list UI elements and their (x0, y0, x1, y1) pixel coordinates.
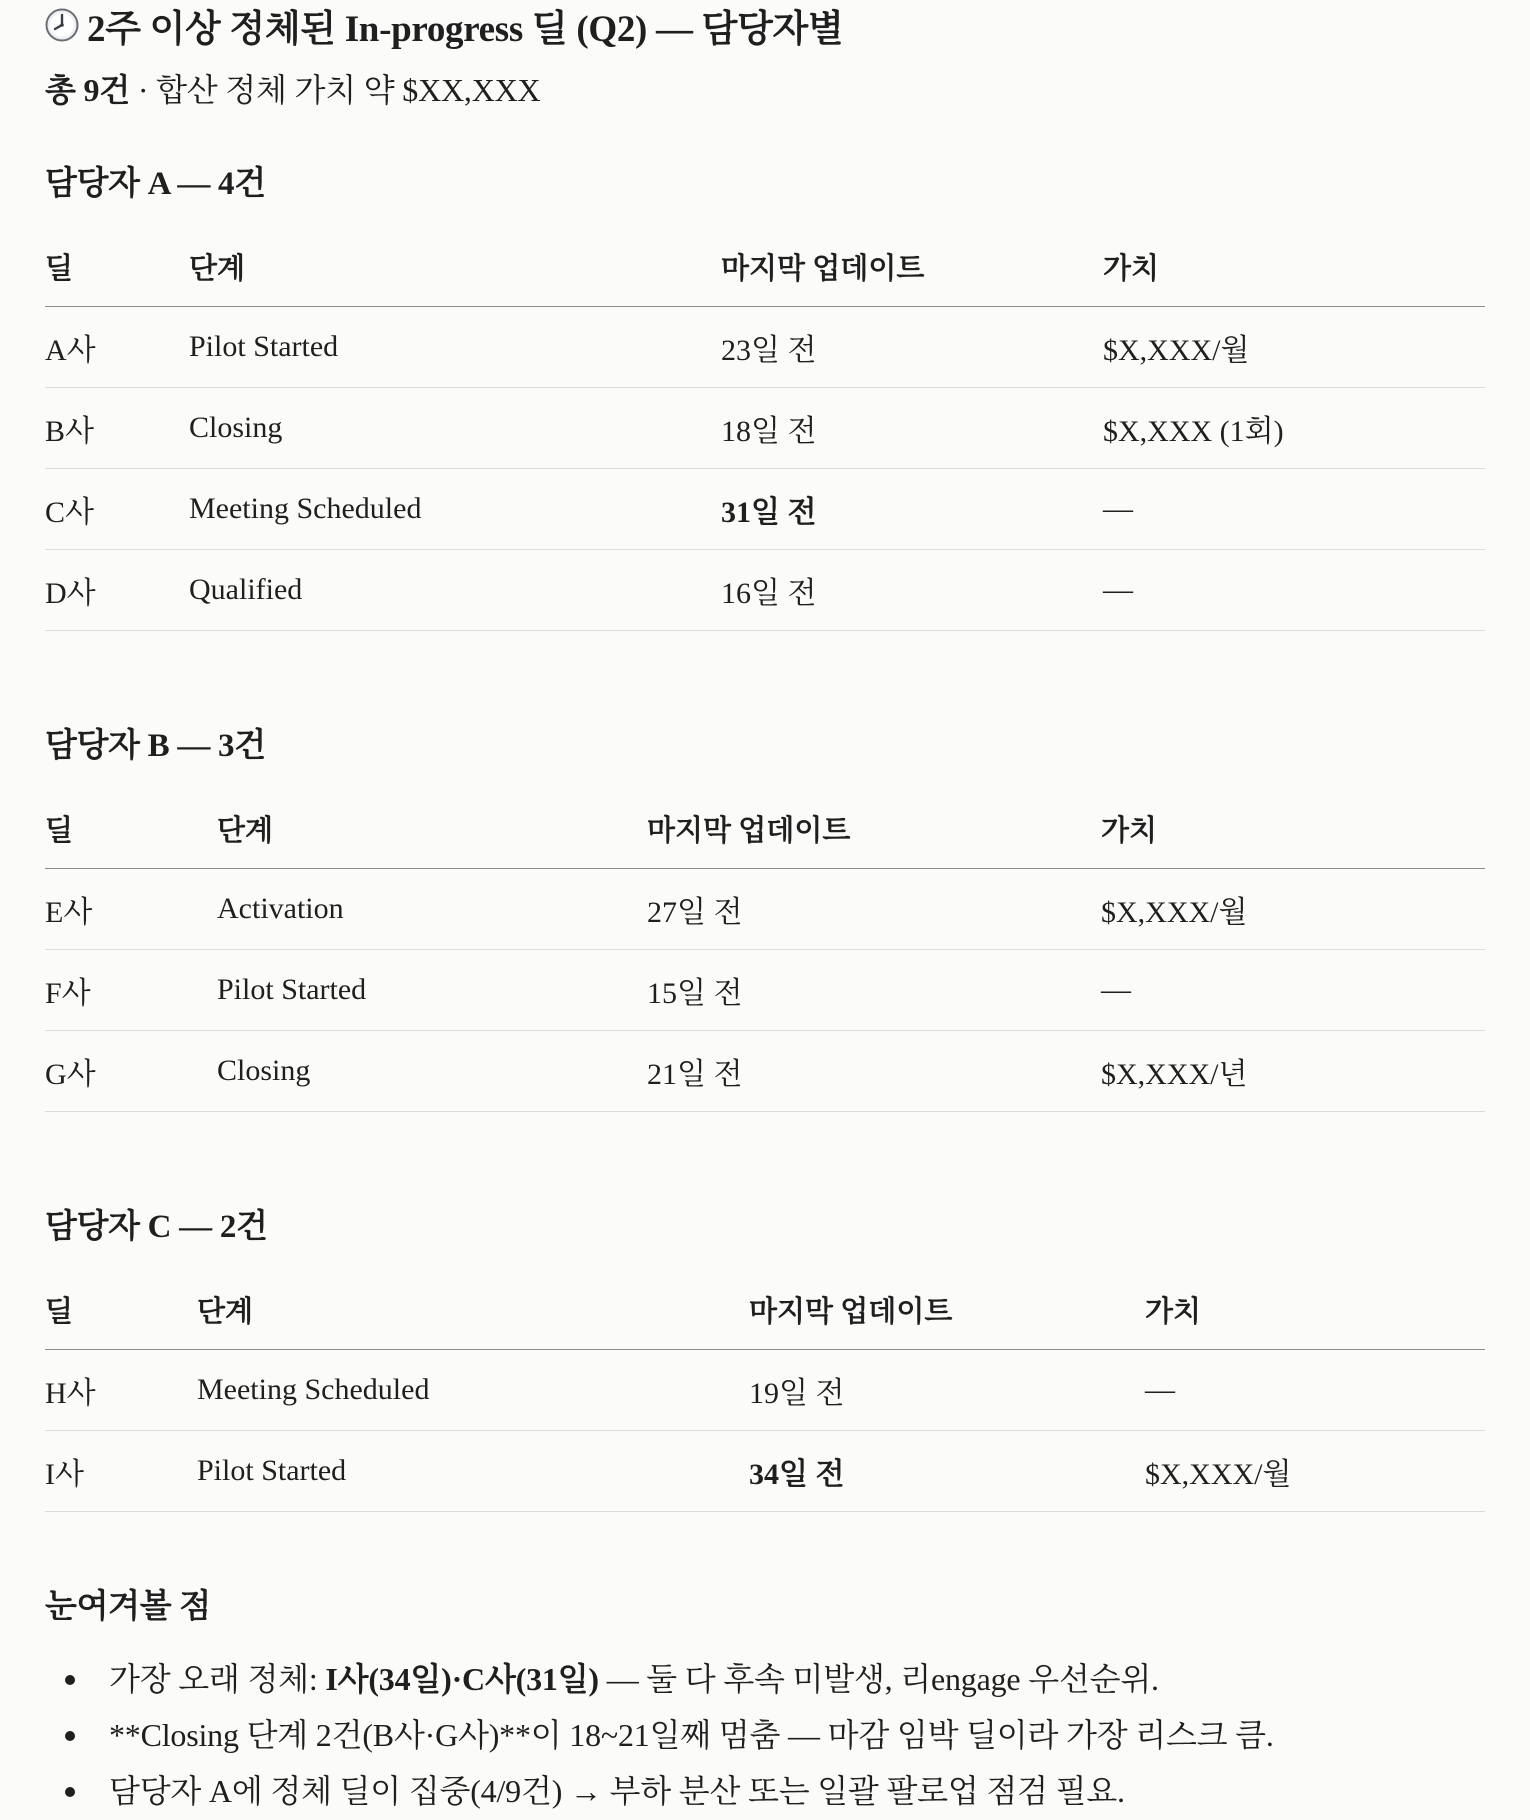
col-deal: 딜 (45, 1269, 197, 1350)
cell-value: — (1103, 550, 1485, 631)
table-row (45, 1350, 1485, 1431)
table-row (45, 550, 1485, 631)
deals-table-b (45, 788, 1485, 1112)
col-last-update: 마지막 업데이트 (721, 226, 1103, 307)
cell-deal: F사 (45, 950, 217, 1031)
col-last-update: 마지막 업데이트 (647, 788, 1101, 869)
owner-heading-b: 담당자 B — 3건 (45, 728, 266, 764)
page-title (45, 0, 1485, 48)
owner-heading-c: 담당자 C — 2건 (45, 1209, 268, 1245)
cell-value: $X,XXX/월 (1101, 869, 1485, 950)
cell-value: $X,XXX/월 (1145, 1431, 1485, 1512)
table-header-row (45, 1269, 1485, 1350)
cell-updated: 34일 전 (749, 1431, 1145, 1512)
cell-value: $X,XXX (1회) (1103, 388, 1485, 469)
cell-updated: 31일 전 (721, 469, 1103, 550)
col-value: 가치 (1101, 788, 1485, 869)
table-row (45, 307, 1485, 388)
col-stage: 단계 (217, 788, 647, 869)
note-text: 담당자 A에 정체 딜이 집중(4/9건) → 부하 분산 또는 일괄 팔로업 점검 필요. (109, 1773, 1125, 1809)
table-row (45, 1431, 1485, 1512)
cell-deal: A사 (45, 307, 189, 388)
cell-deal: C사 (45, 469, 189, 550)
cell-stage: Pilot Started (189, 307, 721, 388)
notes-list (45, 1651, 1485, 1819)
cell-deal: H사 (45, 1350, 197, 1431)
cell-stage: Pilot Started (197, 1431, 749, 1512)
cell-value: $X,XXX/년 (1101, 1031, 1485, 1112)
note-text: — 둘 다 후속 미발생, 리engage 우선순위. (598, 1661, 1159, 1697)
cell-deal: G사 (45, 1031, 217, 1112)
summary-count: 총 9건 (45, 72, 131, 108)
table-row (45, 1031, 1485, 1112)
cell-updated: 23일 전 (721, 307, 1103, 388)
cell-value: $X,XXX/월 (1103, 307, 1485, 388)
bullet-icon (65, 1731, 75, 1741)
cell-updated: 21일 전 (647, 1031, 1101, 1112)
cell-updated: 15일 전 (647, 950, 1101, 1031)
cell-deal: D사 (45, 550, 189, 631)
cell-stage: Meeting Scheduled (189, 469, 721, 550)
notes-heading: 눈여겨볼 점 (45, 1589, 211, 1625)
col-value: 가치 (1145, 1269, 1485, 1350)
clock-icon (45, 8, 79, 42)
table-header-row (45, 226, 1485, 307)
list-item (45, 1707, 1485, 1763)
owner-heading-a: 담당자 A — 4건 (45, 166, 266, 202)
cell-updated: 18일 전 (721, 388, 1103, 469)
cell-stage: Qualified (189, 550, 721, 631)
cell-value: — (1103, 469, 1485, 550)
cell-stage: Closing (189, 388, 721, 469)
table-row (45, 469, 1485, 550)
bullet-icon (65, 1787, 75, 1797)
col-value: 가치 (1103, 226, 1485, 307)
table-row (45, 388, 1485, 469)
list-item (45, 1763, 1485, 1819)
cell-stage: Meeting Scheduled (197, 1350, 749, 1431)
cell-value: — (1145, 1350, 1485, 1431)
deals-table-c (45, 1269, 1485, 1512)
col-stage: 단계 (197, 1269, 749, 1350)
summary-line (45, 68, 1485, 112)
col-stage: 단계 (189, 226, 721, 307)
list-item (45, 1651, 1485, 1707)
cell-deal: E사 (45, 869, 217, 950)
col-deal: 딜 (45, 788, 217, 869)
cell-deal: I사 (45, 1431, 197, 1512)
cell-stage: Closing (217, 1031, 647, 1112)
note-text: 가장 오래 정체: (109, 1661, 326, 1697)
cell-updated: 27일 전 (647, 869, 1101, 950)
summary-total: · 합산 정체 가치 약 $XX,XXX (130, 72, 541, 108)
cell-value: — (1101, 950, 1485, 1031)
table-row (45, 869, 1485, 950)
col-deal: 딜 (45, 226, 189, 307)
cell-deal: B사 (45, 388, 189, 469)
col-last-update: 마지막 업데이트 (749, 1269, 1145, 1350)
cell-stage: Pilot Started (217, 950, 647, 1031)
table-row (45, 950, 1485, 1031)
cell-updated: 19일 전 (749, 1350, 1145, 1431)
table-header-row (45, 788, 1485, 869)
page-title-text: 2주 이상 정체된 In-progress 딜 (Q2) — 담당자별 (87, 9, 844, 50)
bullet-icon (65, 1675, 75, 1685)
cell-updated: 16일 전 (721, 550, 1103, 631)
deals-table-a (45, 226, 1485, 631)
cell-stage: Activation (217, 869, 647, 950)
note-text: **Closing 단계 2건(B사·G사)**이 18~21일째 멈춤 — 마감 임박 딜이라 가장 리스크 큼. (109, 1717, 1274, 1753)
note-emphasis: I사(34일)·C사(31일) (325, 1661, 599, 1697)
